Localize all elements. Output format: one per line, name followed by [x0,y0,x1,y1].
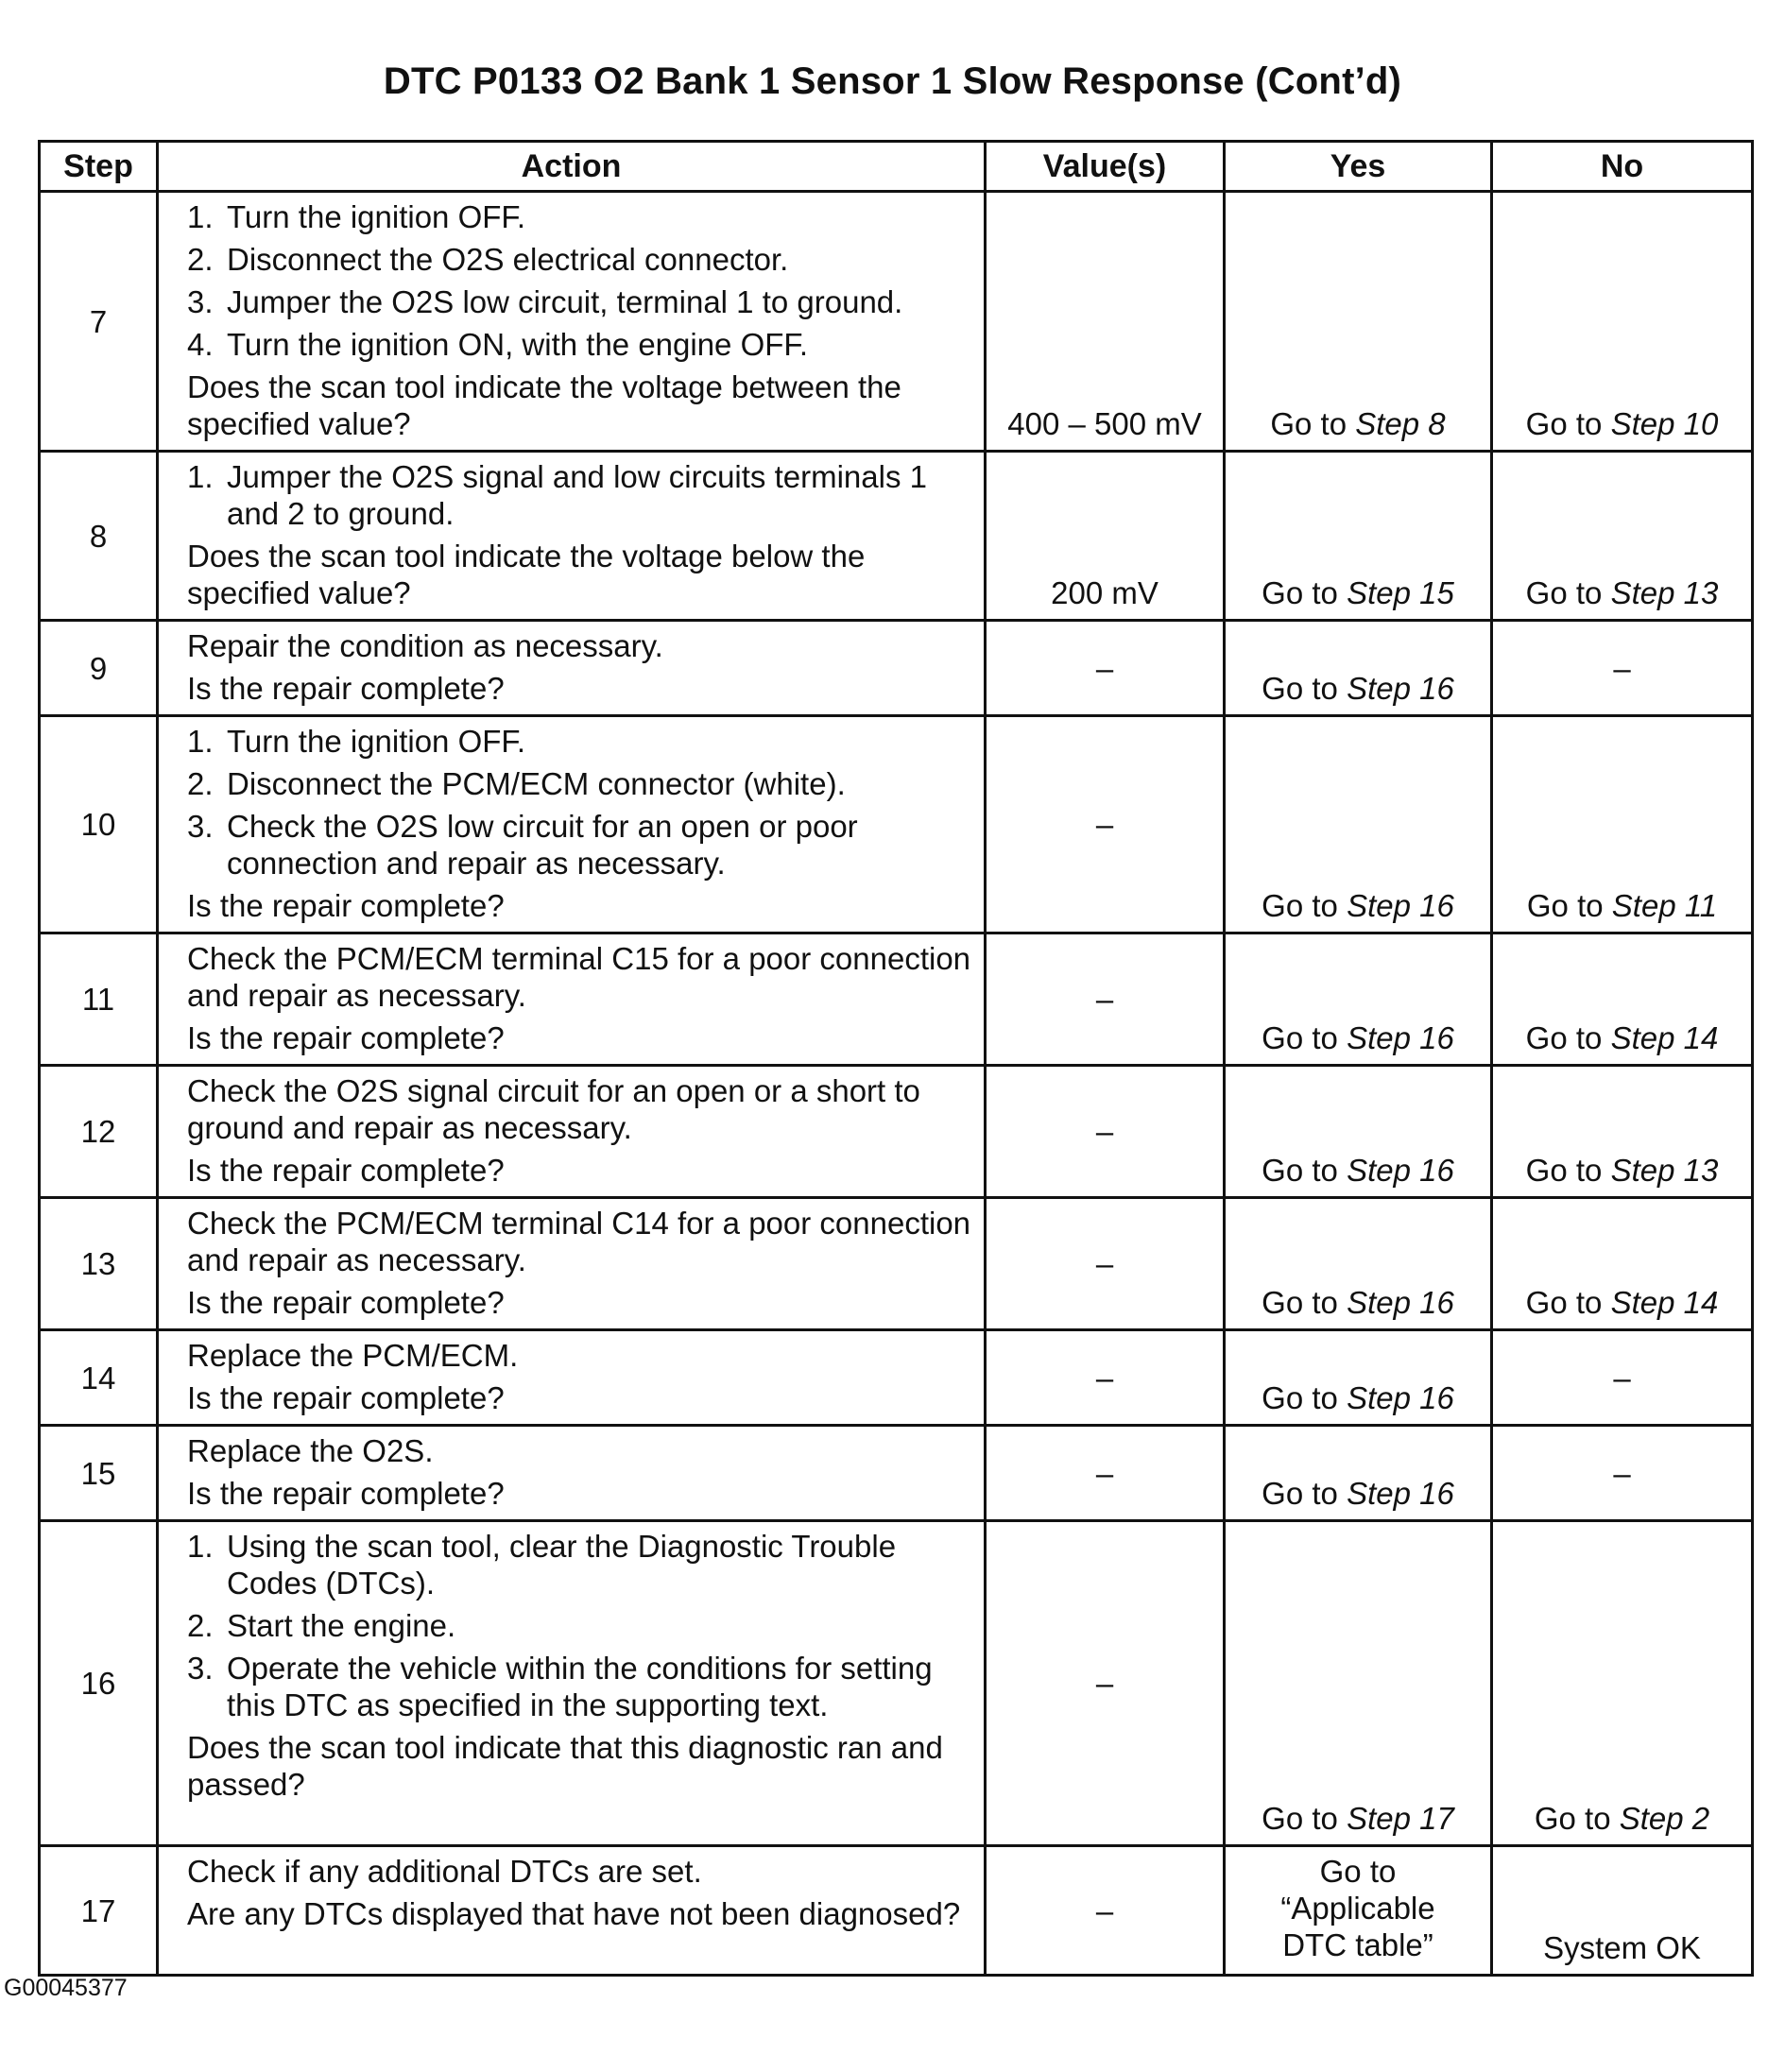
page-title: DTC P0133 O2 Bank 1 Sensor 1 Slow Response (Cont’d) [383,60,1402,102]
go-to-label: Go to [1525,575,1603,610]
action-list-item [187,723,974,760]
no-step-link: Step 11 [1611,888,1718,923]
action-question: Are any DTCs displayed that have not been diagnosed? [187,1896,961,1931]
no-cell [1492,192,1753,452]
action-cell [158,1521,986,1846]
action-cell [158,1330,986,1426]
yes-step-link: Step 16 [1347,1153,1454,1188]
table-row [40,452,1753,621]
list-item-number: 3. [187,809,214,844]
step-number: 14 [40,1330,158,1426]
list-item-text: Operate the vehicle within the conditions for setting this DTC as specified in the supporting text. [227,1651,933,1722]
no-cell [1492,716,1753,933]
no-cell: – [1492,1426,1753,1521]
yes-step-link: Step 15 [1347,575,1454,610]
list-item-number: 2. [187,242,214,277]
go-to-label: Go to [1270,406,1347,441]
no-step-link: Step 13 [1610,575,1719,610]
action-text: Check the PCM/ECM terminal C14 for a poor connection and repair as necessary. [187,1206,971,1277]
action-question: Is the repair complete? [187,888,505,923]
value-cell: – [986,1330,1225,1426]
table-row [40,933,1753,1066]
header-step: Step [40,142,158,192]
list-item-number: 1. [187,459,214,494]
action-list-item [187,458,974,532]
step-number: 17 [40,1846,158,1976]
no-step-link: Step 13 [1610,1153,1719,1188]
step-number: 11 [40,933,158,1066]
action-question: Is the repair complete? [187,1476,505,1511]
go-to-label: Go to [1262,575,1338,610]
action-cell [158,1846,986,1976]
action-text: Replace the PCM/ECM. [187,1338,519,1373]
action-cell [158,452,986,621]
yes-cell [1225,1521,1492,1846]
table-row [40,1846,1753,1976]
action-text: Check the O2S signal circuit for an open or a short to ground and repair as necessary. [187,1073,920,1145]
no-cell [1492,1066,1753,1198]
yes-step-link: Step 8 [1355,406,1446,441]
table-row [40,716,1753,933]
list-item-number: 2. [187,1608,214,1643]
list-item-number: 3. [187,1651,214,1686]
no-cell: System OK [1492,1846,1753,1976]
list-item-number: 3. [187,284,214,319]
table-row [40,621,1753,716]
action-question: Does the scan tool indicate that this diagnostic ran and passed? [187,1730,943,1802]
go-to-label: Go to [1526,888,1604,923]
step-number: 13 [40,1198,158,1330]
yes-step-link: Step 16 [1347,1020,1454,1055]
no-cell: – [1492,621,1753,716]
yes-cell [1225,1846,1492,1976]
list-item-text: Jumper the O2S signal and low circuits terminals 1 and 2 to ground. [227,459,927,531]
list-item-text: Jumper the O2S low circuit, terminal 1 to ground. [227,284,903,319]
list-item-text: Using the scan tool, clear the Diagnostic Trouble Codes (DTCs). [227,1529,897,1601]
list-item-number: 1. [187,1529,214,1564]
no-cell [1492,933,1753,1066]
yes-step-link: Step 17 [1347,1801,1454,1836]
value-cell: 200 mV [986,452,1225,621]
yes-cell [1225,1066,1492,1198]
list-item-number: 1. [187,724,214,759]
value-cell: – [986,1426,1225,1521]
yes-cell [1225,716,1492,933]
go-to-label: Go to [1525,1020,1603,1055]
action-question: Is the repair complete? [187,1153,505,1188]
action-cell [158,1066,986,1198]
yes-step-link: Step 16 [1347,671,1454,706]
header-no: No [1492,142,1753,192]
table-row [40,1066,1753,1198]
table-body [40,192,1753,1976]
action-text: Replace the O2S. [187,1433,434,1468]
action-list-item [187,1650,974,1723]
no-cell [1492,1198,1753,1330]
action-question: Is the repair complete? [187,1380,505,1415]
yes-text: “Applicable [1280,1891,1435,1926]
action-text: Check the PCM/ECM terminal C15 for a poor connection and repair as necessary. [187,941,971,1013]
list-item-text: Disconnect the O2S electrical connector. [227,242,789,277]
action-list-item [187,1528,974,1601]
yes-text: Go to [1319,1854,1397,1889]
list-item-text: Start the engine. [227,1608,456,1643]
go-to-label: Go to [1262,1285,1338,1320]
yes-step-link: Step 16 [1347,1285,1454,1320]
action-list-item [187,326,974,363]
list-item-text: Turn the ignition OFF. [227,199,526,234]
value-cell: – [986,1521,1225,1846]
diagnostic-table [38,140,1754,1977]
header-values: Value(s) [986,142,1225,192]
value-cell: – [986,621,1225,716]
no-cell [1492,1521,1753,1846]
action-question: Is the repair complete? [187,671,505,706]
go-to-label: Go to [1262,1801,1338,1836]
action-cell [158,621,986,716]
action-question: Is the repair complete? [187,1285,505,1320]
go-to-label: Go to [1262,888,1338,923]
action-list-item [187,241,974,278]
figure-id: G00045377 [4,1975,128,2001]
action-question: Does the scan tool indicate the voltage below the specified value? [187,539,866,610]
yes-cell [1225,1330,1492,1426]
yes-text: DTC table” [1282,1927,1433,1962]
yes-cell [1225,1426,1492,1521]
value-cell: 400 – 500 mV [986,192,1225,452]
action-cell [158,1198,986,1330]
action-list-item [187,1607,974,1644]
yes-cell [1225,933,1492,1066]
yes-step-link: Step 16 [1347,888,1454,923]
go-to-label: Go to [1525,406,1603,441]
table-row [40,1198,1753,1330]
value-cell: – [986,933,1225,1066]
table-header-row [40,142,1753,192]
yes-step-link: Step 16 [1347,1380,1454,1415]
list-item-number: 1. [187,199,214,234]
action-text: Repair the condition as necessary. [187,628,663,663]
header-action: Action [158,142,986,192]
action-text: Check if any additional DTCs are set. [187,1854,702,1889]
yes-cell [1225,1198,1492,1330]
action-question: Is the repair complete? [187,1020,505,1055]
value-cell: – [986,716,1225,933]
list-item-text: Disconnect the PCM/ECM connector (white). [227,766,846,801]
go-to-label: Go to [1262,1020,1338,1055]
table-row [40,192,1753,452]
go-to-label: Go to [1262,1380,1338,1415]
action-list-item [187,765,974,802]
yes-step-link: Step 16 [1347,1476,1454,1511]
action-list-item [187,283,974,320]
list-item-number: 4. [187,327,214,362]
go-to-label: Go to [1525,1153,1603,1188]
list-item-text: Turn the ignition OFF. [227,724,526,759]
table-row [40,1330,1753,1426]
go-to-label: Go to [1262,671,1338,706]
action-list-item [187,808,974,882]
go-to-label: Go to [1525,1285,1603,1320]
value-cell: – [986,1066,1225,1198]
go-to-label: Go to [1262,1153,1338,1188]
list-item-number: 2. [187,766,214,801]
action-cell [158,192,986,452]
table-row [40,1521,1753,1846]
step-number: 16 [40,1521,158,1846]
step-number: 15 [40,1426,158,1521]
list-item-text: Check the O2S low circuit for an open or poor connection and repair as necessary. [227,809,858,881]
step-number: 7 [40,192,158,452]
value-cell: – [986,1198,1225,1330]
action-cell [158,716,986,933]
step-number: 12 [40,1066,158,1198]
yes-cell [1225,621,1492,716]
action-cell [158,933,986,1066]
action-question: Does the scan tool indicate the voltage between the specified value? [187,369,901,441]
no-cell [1492,452,1753,621]
header-yes: Yes [1225,142,1492,192]
go-to-label: Go to [1262,1476,1338,1511]
no-step-link: Step 10 [1610,406,1719,441]
go-to-label: Go to [1534,1801,1611,1836]
action-cell [158,1426,986,1521]
step-number: 8 [40,452,158,621]
no-step-link: Step 14 [1610,1020,1719,1055]
value-cell: – [986,1846,1225,1976]
table-row [40,1426,1753,1521]
no-cell: – [1492,1330,1753,1426]
no-step-link: Step 2 [1619,1801,1710,1836]
action-list-item [187,198,974,235]
yes-cell [1225,452,1492,621]
yes-cell [1225,192,1492,452]
step-number: 10 [40,716,158,933]
list-item-text: Turn the ignition ON, with the engine OFF. [227,327,809,362]
no-step-link: Step 14 [1610,1285,1719,1320]
step-number: 9 [40,621,158,716]
